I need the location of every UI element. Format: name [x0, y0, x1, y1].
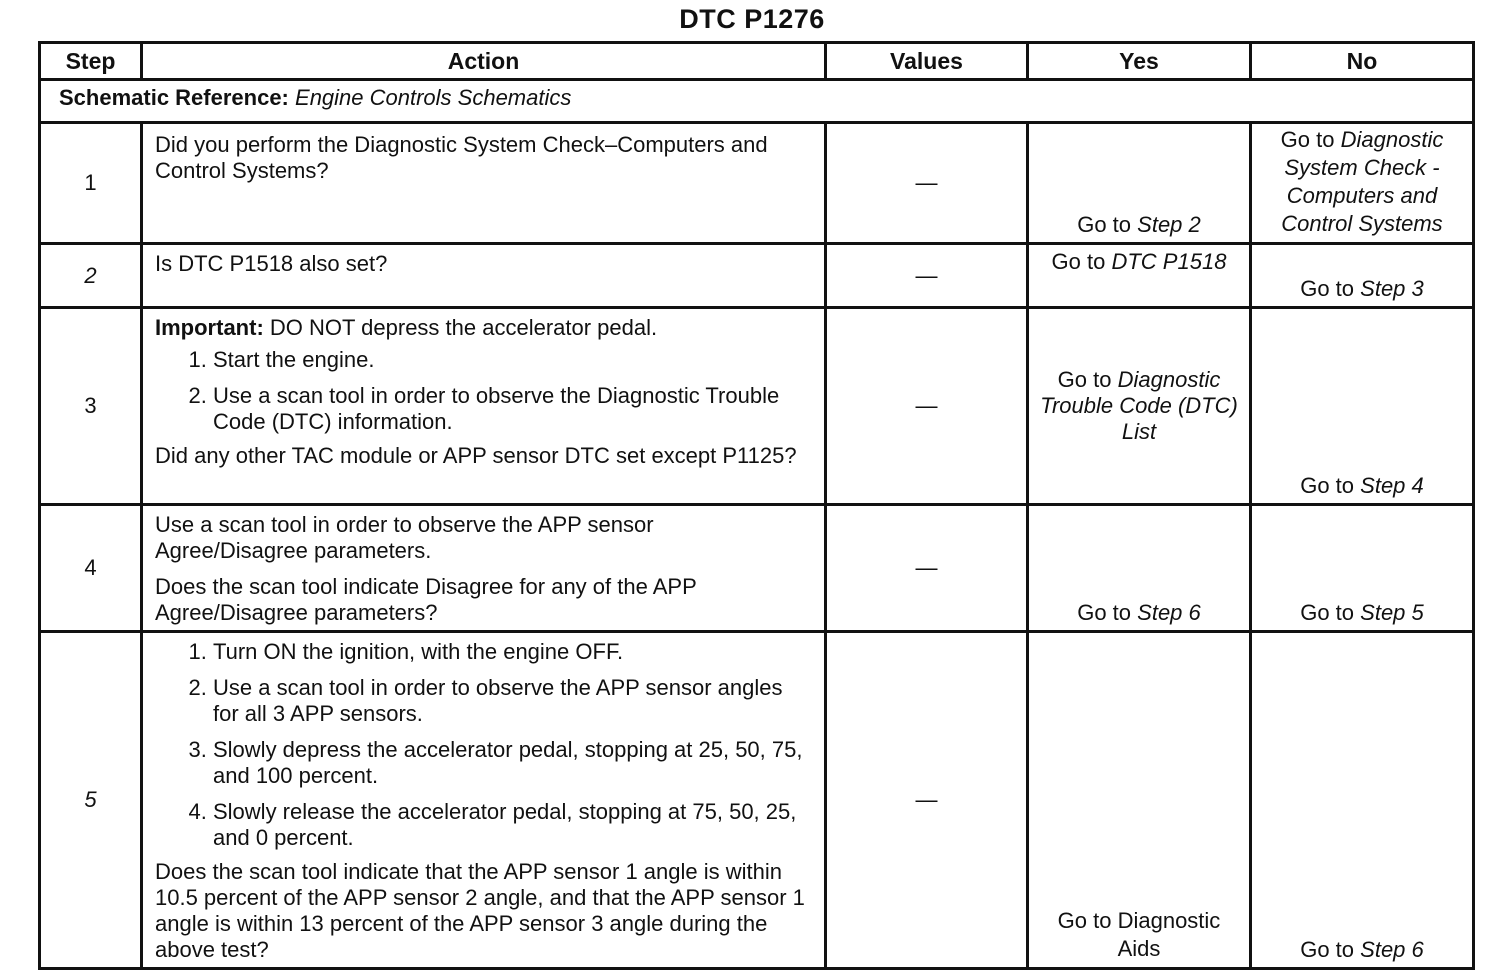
yes-prefix: Go to [1077, 212, 1132, 237]
important-label: Important: [155, 315, 264, 340]
values-cell: — [826, 632, 1028, 969]
yes-link[interactable]: Step 6 [1137, 600, 1201, 625]
header-step: Step [40, 43, 142, 80]
schematic-reference-link[interactable]: Engine Controls Schematics [295, 85, 572, 110]
no-link[interactable]: Step 4 [1360, 473, 1424, 498]
yes-cell [1028, 632, 1251, 969]
diagnostic-table [38, 41, 1475, 970]
page-title: DTC P1276 [679, 4, 825, 34]
step-number: 3 [40, 308, 142, 505]
header-action: Action [142, 43, 826, 80]
list-item: 4. Slowly release the accelerator pedal, stopping at 75, 50, 25, and 0 percent. [213, 799, 810, 851]
action-text: Use a scan tool in order to observe the APP sensor Agree/Disagree parameters. [155, 512, 654, 563]
yes-cell [1028, 244, 1251, 308]
table-row-step-5 [40, 632, 1474, 969]
action-cell [142, 308, 826, 505]
yes-text[interactable]: Go to Diagnostic Aids [1057, 908, 1221, 961]
values-cell: — [826, 505, 1028, 632]
list-item: 1. Start the engine. [213, 347, 810, 373]
header-yes: Yes [1028, 43, 1251, 80]
yes-prefix: Go to [1077, 600, 1132, 625]
yes-cell [1028, 505, 1251, 632]
no-prefix: Go to [1300, 473, 1355, 498]
table-row-step-3 [40, 308, 1474, 505]
question-text: Does the scan tool indicate that the APP sensor 1 angle is within 10.5 percent of the APP sensor 2 angle, and that the APP sensor 1 angle is within 13 percent of the APP sensor 3 angle during the above test? [155, 859, 805, 962]
no-cell [1251, 244, 1474, 308]
no-cell [1251, 123, 1474, 244]
schematic-reference-row [40, 80, 1474, 123]
table-row-step-1 [40, 123, 1474, 244]
no-prefix: Go to [1300, 937, 1355, 962]
no-cell [1251, 505, 1474, 632]
yes-link[interactable]: Step 2 [1137, 212, 1201, 237]
no-prefix: Go to [1300, 276, 1355, 301]
schematic-reference-label: Schematic Reference: [59, 85, 289, 110]
no-link[interactable]: Step 3 [1360, 276, 1424, 301]
yes-cell [1028, 123, 1251, 244]
action-text: Did you perform the Diagnostic System Check–Computers and Control Systems? [155, 132, 768, 183]
values-cell: — [826, 244, 1028, 308]
values-cell: — [826, 123, 1028, 244]
yes-prefix: Go to [1057, 367, 1112, 392]
no-prefix: Go to [1300, 600, 1355, 625]
list-item: 1. Turn ON the ignition, with the engine OFF. [213, 639, 810, 665]
step-number: 1 [40, 123, 142, 244]
yes-link[interactable]: DTC P1518 [1111, 249, 1227, 274]
action-cell [142, 123, 826, 244]
no-cell [1251, 308, 1474, 505]
values-cell: — [826, 308, 1028, 505]
no-link[interactable]: Step 5 [1360, 600, 1424, 625]
action-cell [142, 505, 826, 632]
header-no: No [1251, 43, 1474, 80]
no-cell [1251, 632, 1474, 969]
yes-link[interactable]: Diagnostic Trouble Code (DTC) List [1040, 367, 1238, 444]
no-prefix: Go to [1280, 127, 1335, 152]
list-item: 3. Slowly depress the accelerator pedal, stopping at 25, 50, 75, and 100 percent. [213, 737, 810, 789]
no-link[interactable]: Diagnostic System Check - Computers and Control Systems [1281, 127, 1444, 236]
no-link[interactable]: Step 6 [1360, 937, 1424, 962]
step-number: 4 [40, 505, 142, 632]
table-row-step-4 [40, 505, 1474, 632]
header-row [40, 43, 1474, 80]
step-number: 5 [40, 632, 142, 969]
question-text: Does the scan tool indicate Disagree for any of the APP Agree/Disagree parameters? [155, 574, 697, 625]
action-text: Is DTC P1518 also set? [155, 251, 388, 276]
action-cell [142, 632, 826, 969]
list-item: 2. Use a scan tool in order to observe the APP sensor angles for all 3 APP sensors. [213, 675, 810, 727]
question-text: Did any other TAC module or APP sensor DTC set except P1125? [155, 443, 797, 468]
important-note [155, 315, 810, 341]
header-values: Values [826, 43, 1028, 80]
important-text: DO NOT depress the accelerator pedal. [269, 315, 658, 340]
list-item: 2. Use a scan tool in order to observe the Diagnostic Trouble Code (DTC) information. [213, 383, 810, 435]
yes-prefix: Go to [1051, 249, 1106, 274]
procedure-list [155, 639, 810, 851]
schematic-reference [40, 80, 1474, 123]
step-number: 2 [40, 244, 142, 308]
procedure-list [155, 347, 810, 435]
table-row-step-2 [40, 244, 1474, 308]
action-cell [142, 244, 826, 308]
yes-cell [1028, 308, 1251, 505]
